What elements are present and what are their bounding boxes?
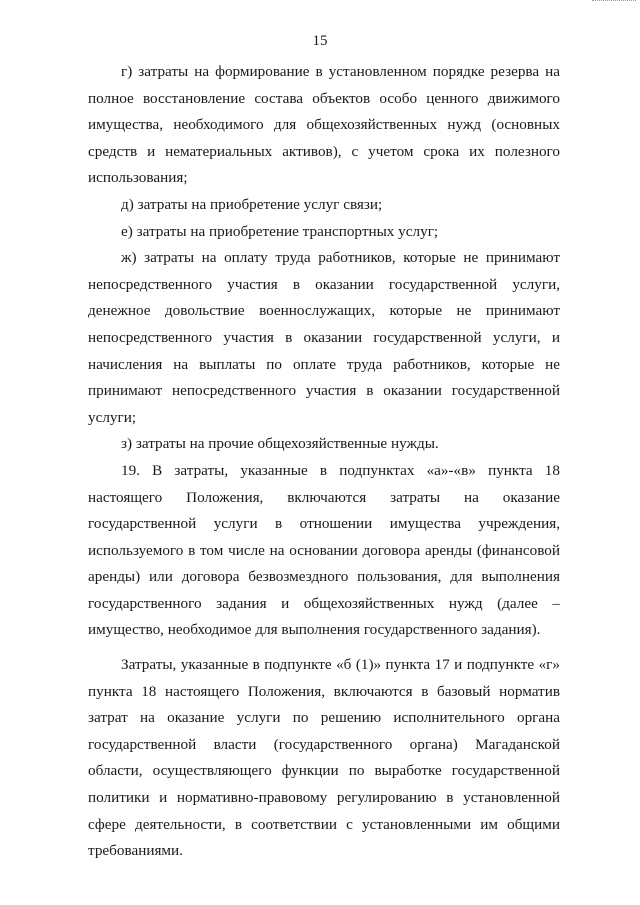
paragraph-costs-inclusion: Затраты, указанные в подпункте «б (1)» пункта 17 и подпункте «г» пункта 18 настоящего Положения, включаются в базовый норматив затрат на оказание услуги по решению исполнительного органа государственной власти (государственного органа) Магаданской области, осуществляющего функции по выработке государственной политики и нормативно-правовому регулированию в установленной сфере деятельности, в соответствии с установленными им общими требованиями.: [88, 656, 560, 860]
paragraph-item-e: е) затраты на приобретение транспортных услуг;: [121, 222, 439, 240]
paragraph-item-z: з) затраты на прочие общехозяйственные нужды.: [121, 435, 439, 453]
paragraph-item-d: д) затраты на приобретение услуг связи;: [121, 195, 383, 213]
document-body: [88, 59, 560, 865]
scan-corner-mark: [592, 0, 636, 4]
paragraph-spacer: [88, 644, 560, 652]
paragraph-item-zh: ж) затраты на оплату труда работников, которые не принимают непосредственного участия в оказании государственной услуги, денежное довольствие военнослужащих, которые не принимают непосредственного участия в оказании государственной услуги, и начисления на выплаты по оплате труда работников, которые не принимают непосредственного участия в оказании государственной услуги;: [88, 249, 560, 426]
paragraph-clause-19: 19. В затраты, указанные в подпунктах «а»-«в» пункта 18 настоящего Положения, включаются затраты на оказание государственной услуги в отношении имущества учреждения, используемого в том числе на основании договора аренды (финансовой аренды) или договора безвозмездного пользования, для выполнения государственного задания и общехозяйственных нужд (далее – имущество, необходимое для выполнения государственного задания).: [88, 461, 560, 639]
paragraph-item-g: г) затраты на формирование в установленном порядке резерва на полное восстановление состава объектов особо ценного движимого имущества, необходимого для общехозяйственных нужд (основных средств и нематериальных активов), с учетом срока их полезного использования;: [88, 63, 560, 187]
page-number: 15: [312, 33, 328, 49]
